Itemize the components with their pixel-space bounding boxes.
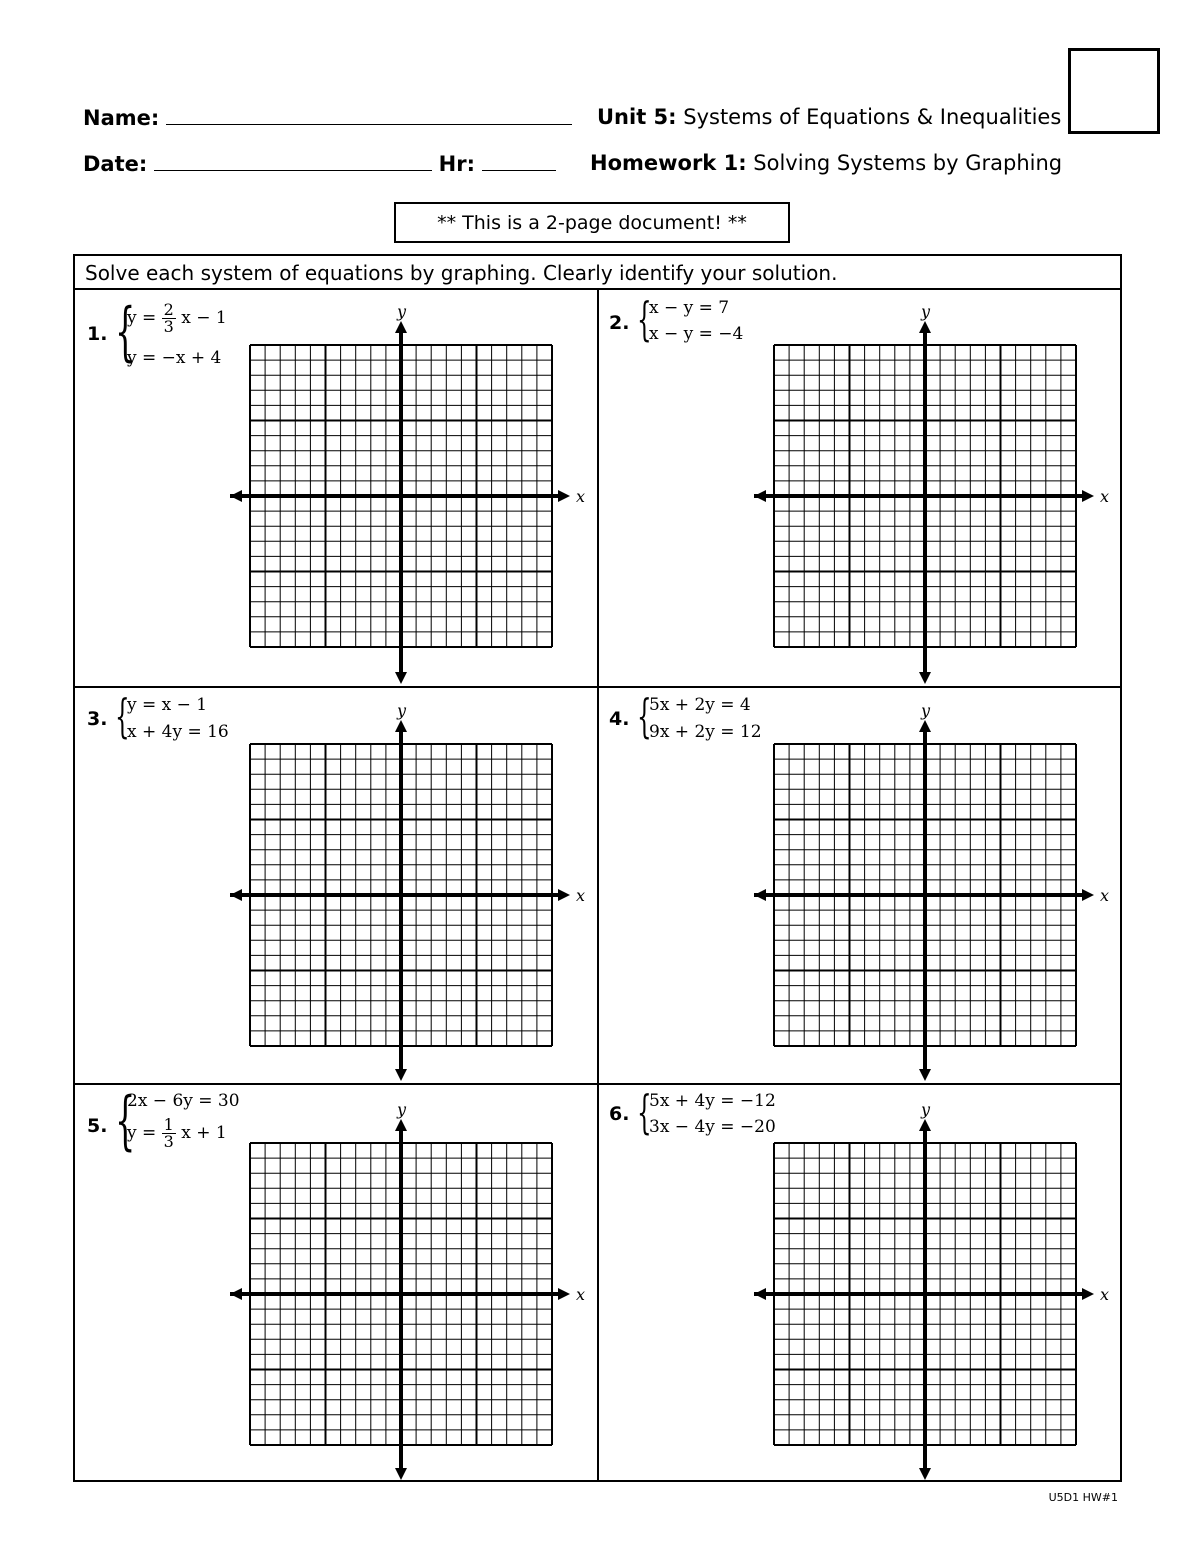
axes <box>230 1103 585 1480</box>
y-arrow-down-icon <box>395 672 407 684</box>
homework-title: Solving Systems by Graphing <box>753 151 1063 175</box>
equation-2: x − y = −4 <box>649 324 744 344</box>
equation-2: y = $\frac{1}{3}$ x + 1 <box>127 1115 227 1151</box>
y-axis-label: y <box>397 1103 407 1119</box>
equation-1: 2x − 6y = 30 <box>127 1091 240 1111</box>
x-arrow-right-icon <box>1082 1288 1094 1300</box>
coordinate-grid[interactable] <box>754 704 1114 1082</box>
problem-number: 6. <box>609 1103 630 1125</box>
y-axis-label: y <box>921 704 931 720</box>
x-axis-label: x <box>1100 487 1110 506</box>
y-arrow-up-icon <box>395 1119 407 1131</box>
x-arrow-right-icon <box>1082 490 1094 502</box>
x-arrow-right-icon <box>558 490 570 502</box>
equation-1: y = $\frac{2}{3}$ x − 1 <box>127 300 227 336</box>
homework-row <box>590 151 1062 175</box>
brace-icon: { <box>637 689 652 743</box>
problem-number: 4. <box>609 708 630 730</box>
y-arrow-down-icon <box>395 1069 407 1081</box>
x-axis-label: x <box>1100 886 1110 905</box>
x-arrow-left-icon <box>230 889 242 901</box>
problem-1 <box>75 290 597 686</box>
coordinate-grid[interactable] <box>230 704 590 1082</box>
equation-1: y = x − 1 <box>127 695 208 715</box>
y-axis-label: y <box>397 704 407 720</box>
y-axis-label: y <box>397 305 407 321</box>
equation-2: 9x + 2y = 12 <box>649 722 762 742</box>
date-field[interactable] <box>154 151 432 171</box>
unit-title: Systems of Equations & Inequalities <box>683 105 1062 129</box>
x-arrow-right-icon <box>558 889 570 901</box>
problem-number: 1. <box>87 323 108 345</box>
axes <box>754 704 1109 1081</box>
name-label: Name: <box>83 106 160 130</box>
problem-6 <box>599 1085 1122 1482</box>
problem-number: 2. <box>609 312 630 334</box>
brace-icon: { <box>115 689 130 743</box>
coordinate-grid[interactable] <box>230 1103 590 1481</box>
homework-label: Homework 1: <box>590 151 747 175</box>
x-arrow-right-icon <box>1082 889 1094 901</box>
equation-1: 5x + 4y = −12 <box>649 1091 776 1111</box>
equation-2: 3x − 4y = −20 <box>649 1117 776 1137</box>
brace-icon: { <box>115 295 136 369</box>
problem-4 <box>599 688 1122 1083</box>
x-arrow-left-icon <box>754 490 766 502</box>
y-arrow-down-icon <box>919 1069 931 1081</box>
problem-number: 5. <box>87 1115 108 1137</box>
equation-1: x − y = 7 <box>649 298 730 318</box>
y-axis-label: y <box>921 1103 931 1119</box>
axes <box>754 1103 1109 1480</box>
x-axis-label: x <box>1100 1285 1110 1304</box>
page-footer: U5D1 HW#1 <box>1048 1491 1118 1504</box>
y-arrow-up-icon <box>919 321 931 333</box>
date-row <box>83 151 556 176</box>
x-arrow-right-icon <box>558 1288 570 1300</box>
unit-label: Unit 5: <box>597 105 677 129</box>
brace-icon: { <box>637 1085 652 1139</box>
coordinate-grid[interactable] <box>230 305 590 685</box>
problem-3 <box>75 688 597 1083</box>
x-axis-label: x <box>576 1285 586 1304</box>
x-arrow-left-icon <box>754 889 766 901</box>
y-arrow-up-icon <box>919 1119 931 1131</box>
problem-number: 3. <box>87 708 108 730</box>
x-arrow-left-icon <box>754 1288 766 1300</box>
equation-1: 5x + 2y = 4 <box>649 695 751 715</box>
problem-sheet <box>73 254 1122 1482</box>
coordinate-grid[interactable] <box>754 305 1114 685</box>
coordinate-grid[interactable] <box>754 1103 1114 1481</box>
equation-2: y = −x + 4 <box>127 348 222 368</box>
x-arrow-left-icon <box>230 490 242 502</box>
y-arrow-down-icon <box>919 1468 931 1480</box>
x-axis-label: x <box>576 487 586 506</box>
x-axis-label: x <box>576 886 586 905</box>
hr-field[interactable] <box>482 151 556 171</box>
problem-2 <box>599 290 1122 686</box>
axes <box>230 704 585 1081</box>
date-label: Date: <box>83 152 148 176</box>
two-page-notice: ** This is a 2-page document! ** <box>394 202 790 243</box>
y-arrow-up-icon <box>919 720 931 732</box>
score-box[interactable] <box>1068 48 1160 134</box>
name-row <box>83 105 572 130</box>
name-field[interactable] <box>166 105 572 125</box>
x-arrow-left-icon <box>230 1288 242 1300</box>
equation-2: x + 4y = 16 <box>127 722 229 742</box>
y-arrow-down-icon <box>395 1468 407 1480</box>
problem-5 <box>75 1085 597 1482</box>
brace-icon: { <box>637 292 652 346</box>
instructions: Solve each system of equations by graphing. Clearly identify your solution. <box>75 256 1120 290</box>
y-arrow-up-icon <box>395 321 407 333</box>
axes <box>230 305 585 684</box>
y-arrow-up-icon <box>395 720 407 732</box>
y-axis-label: y <box>921 305 931 321</box>
brace-icon: { <box>115 1084 136 1158</box>
axes <box>754 305 1109 684</box>
hr-label: Hr: <box>438 152 476 176</box>
unit-row <box>597 105 1061 129</box>
y-arrow-down-icon <box>919 672 931 684</box>
